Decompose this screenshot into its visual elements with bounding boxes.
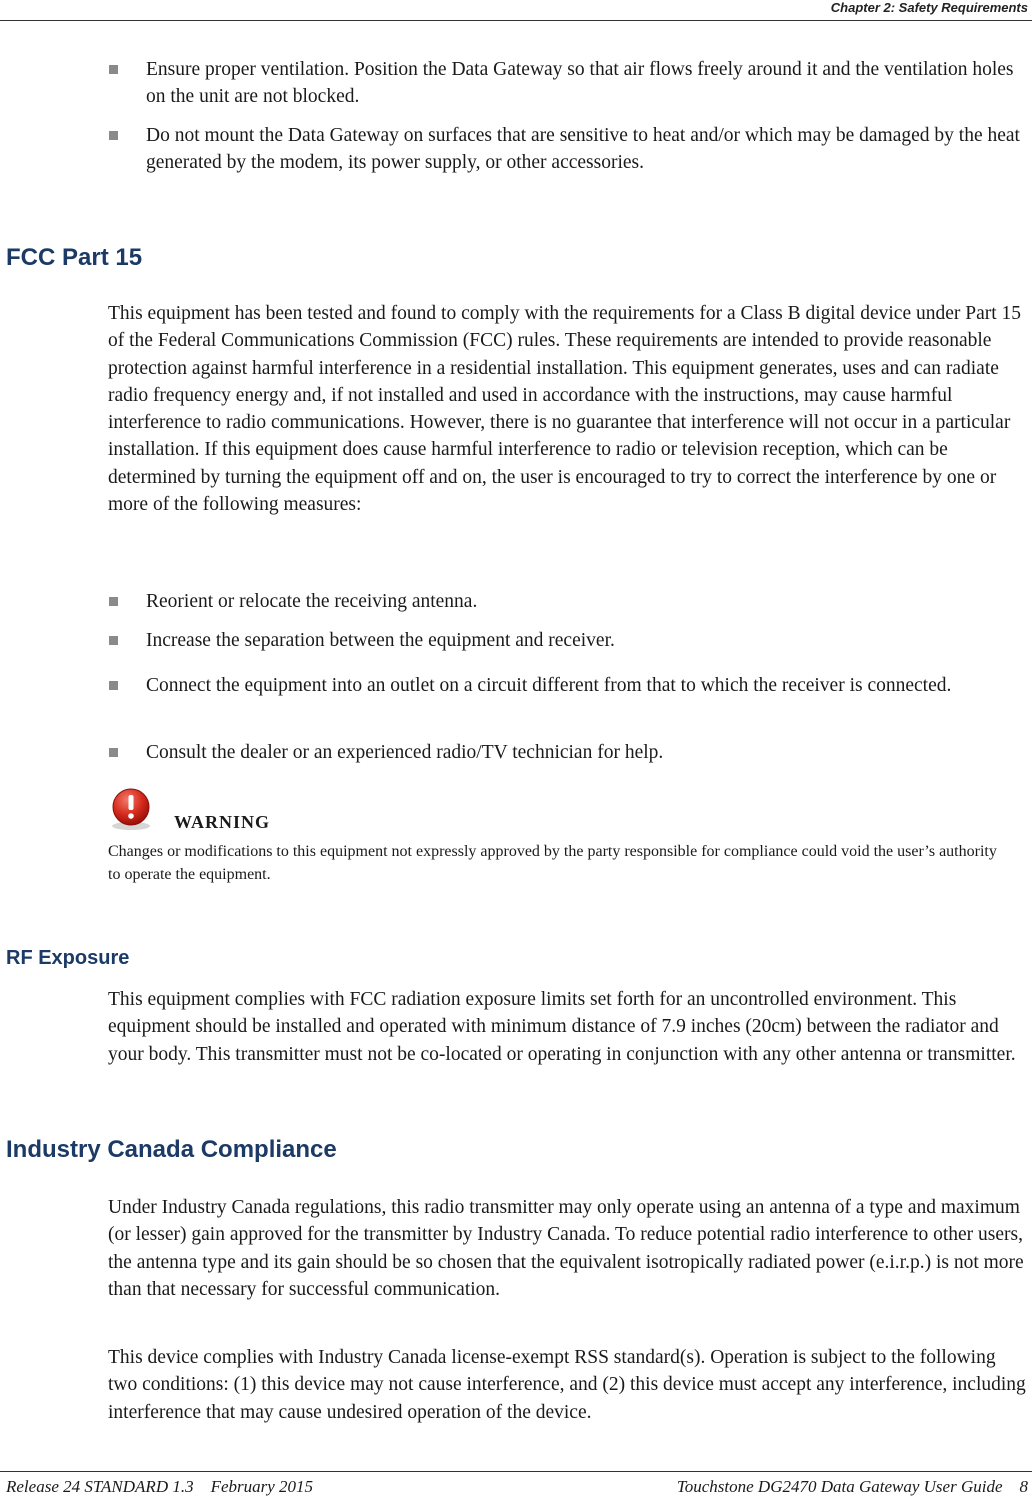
- rf-paragraph: This equipment complies with FCC radiation exposure limits set forth for an uncontrolled environment. This equipment should be installed and operated with minimum distance of 7.9 inches (20cm) between the radiator and your body. This transmitter must not be co-located or operating in conjunction with any other antenna or transmitter.: [108, 989, 1016, 1065]
- fcc-bullet-separation: [146, 627, 1028, 654]
- bullet-square-icon: [109, 65, 118, 74]
- bullet-mounting: [146, 122, 1028, 177]
- rf-heading: RF Exposure: [6, 947, 130, 969]
- ic-paragraph-1: Under Industry Canada regulations, this radio transmitter may only operate using an antenna of a type and maximum (or lesser) gain approved for the transmitter by Industry Canada. To reduce potential radio interference to other users, the antenna type and its gain should be so chosen that the equivalent isotropically radiated power (e.i.r.p.) is not more than that necessary for successful communication.: [108, 1197, 1024, 1300]
- fcc-bullet-reorient: [146, 588, 1028, 615]
- bullet-text: Ensure proper ventilation. Position the Data Gateway so that air flows freely around it and the ventilation holes on the unit are not blocked.: [146, 59, 1014, 108]
- fcc-bullet-outlet: [146, 672, 1028, 699]
- warning-title: WARNING: [174, 812, 271, 832]
- fcc-heading: FCC Part 15: [6, 244, 143, 271]
- bullet-square-icon: [109, 681, 118, 690]
- bullet-square-icon: [109, 597, 118, 606]
- bullet-text: Consult the dealer or an experienced radio/TV technician for help.: [146, 742, 664, 763]
- chapter-title: Chapter 2: Safety Requirements: [830, 0, 1028, 15]
- bullet-text: Connect the equipment into an outlet on a circuit different from that to which the receiver is connected.: [146, 675, 952, 696]
- bullet-text: Reorient or relocate the receiving antenna.: [146, 591, 478, 612]
- bullet-text: Do not mount the Data Gateway on surfaces that are sensitive to heat and/or which may be damaged by the heat generated by the modem, its power supply, or other accessories.: [146, 125, 1020, 174]
- footer-guide-page: Touchstone DG2470 Data Gateway User Guide 8: [676, 1477, 1028, 1496]
- ic-heading: Industry Canada Compliance: [6, 1136, 337, 1163]
- bullet-square-icon: [109, 748, 118, 757]
- footer-release: Release 24 STANDARD 1.3 February 2015: [6, 1477, 314, 1496]
- bullet-square-icon: [109, 636, 118, 645]
- bullet-square-icon: [109, 131, 118, 140]
- fcc-paragraph: This equipment has been tested and found to comply with the requirements for a Class B digital device under Part 15 of the Federal Communications Commission (FCC) rules. These requirements are intended to provide reasonable protection against harmful interference in a residential installation. This equipment generates, uses and can radiate radio frequency energy and, if not installed and used in accordance with the instructions, may cause harmful interference to radio communications. However, there is no guarantee that interference will not occur in a particular installation. If this equipment does cause harmful interference to radio or television reception, which can be determined by turning the equipment off and on, the user is encouraged to try to correct the interference by one or more of the following measures:: [108, 303, 1022, 516]
- warning-icon: [108, 786, 154, 832]
- bullet-ventilation: [146, 56, 1028, 111]
- bullet-text: Increase the separation between the equipment and receiver.: [146, 630, 615, 651]
- fcc-bullet-dealer: [146, 739, 1028, 766]
- ic-paragraph-2: This device complies with Industry Canada license-exempt RSS standard(s). Operation is subject to the following two conditions: (1) this device may not cause interference, and (2) this device must accept any interference, including interference that may cause undesired operation of the device.: [108, 1347, 1026, 1423]
- warning-text: Changes or modifications to this equipment not expressly approved by the party responsible for compliance could void the user’s authority to operate the equipment.: [108, 843, 997, 883]
- page-footer: [0, 1471, 1032, 1500]
- page-header: [0, 0, 1032, 21]
